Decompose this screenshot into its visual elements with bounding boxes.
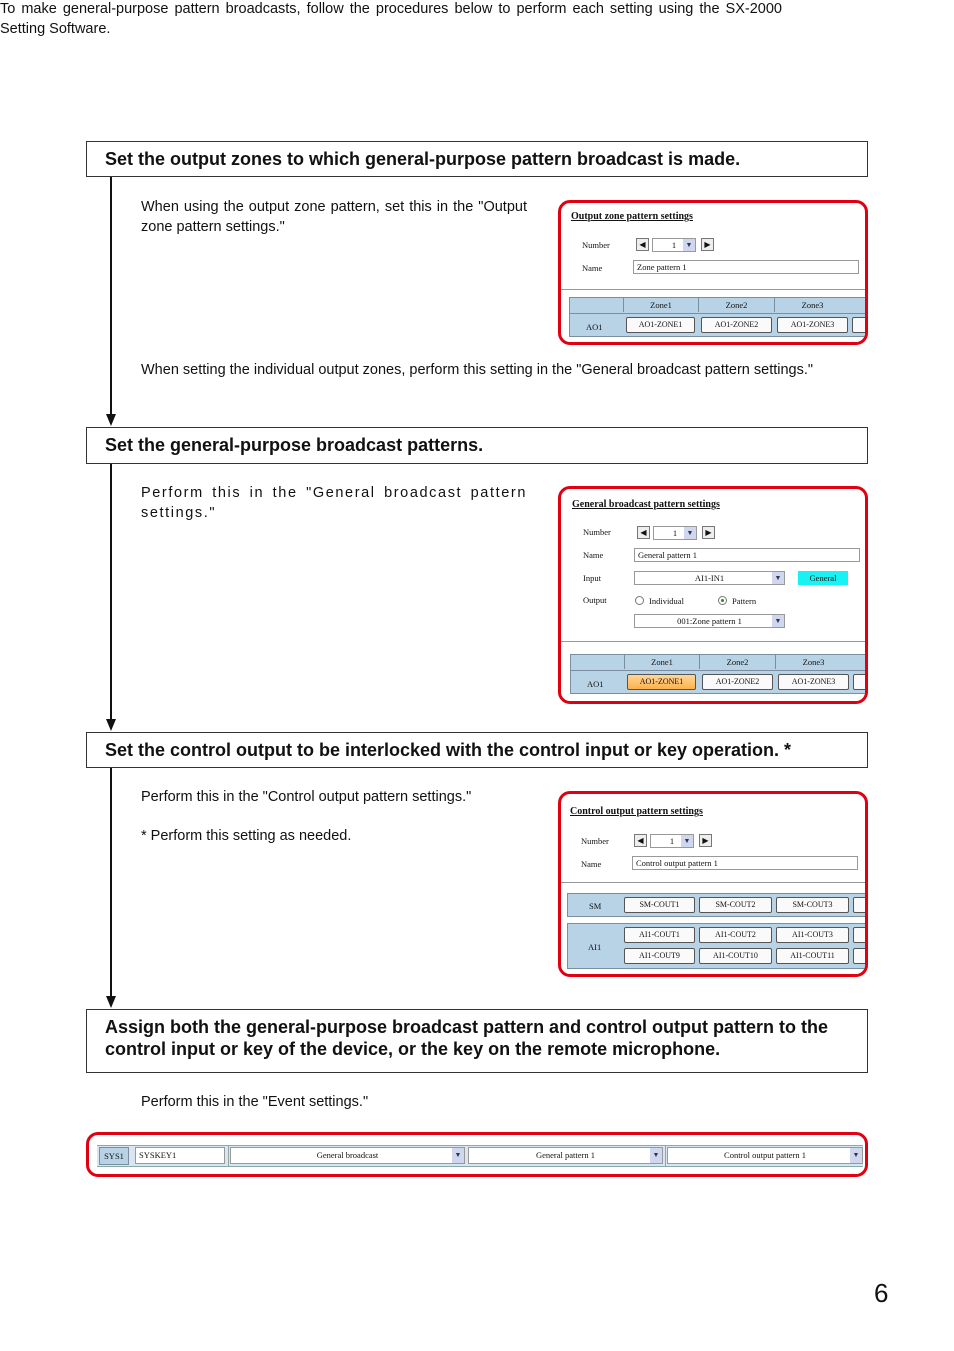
zone-header: Zone3 bbox=[775, 655, 851, 669]
zone-button-selected[interactable]: AO1-ZONE1 bbox=[627, 674, 696, 690]
number-label: Number bbox=[582, 240, 610, 250]
zone-button-partial[interactable] bbox=[852, 317, 868, 333]
number-select[interactable] bbox=[652, 238, 696, 252]
broadcast-pattern-select[interactable] bbox=[468, 1147, 663, 1164]
cout-button[interactable]: AI1-COUT3 bbox=[776, 927, 849, 943]
prev-number-button[interactable]: ◀ bbox=[636, 238, 649, 251]
input-label: Input bbox=[583, 573, 601, 583]
step-3-text-a: Perform this in the "Control output pattern settings." bbox=[141, 789, 472, 805]
step-1-text-b: When setting the individual output zones, perform this setting in the "General broadcast pattern settings." bbox=[141, 362, 814, 378]
chevron-down-icon: ▼ bbox=[650, 1148, 662, 1163]
chevron-down-icon: ▼ bbox=[452, 1148, 464, 1163]
control-output-pattern-panel bbox=[558, 791, 868, 977]
pattern-value: 001:Zone pattern 1 bbox=[677, 616, 742, 626]
flow-line-3 bbox=[110, 768, 112, 997]
divider bbox=[561, 289, 868, 290]
zone-header: Zone1 bbox=[624, 655, 699, 669]
chevron-down-icon: ▼ bbox=[683, 239, 695, 251]
ai1-label: AI1 bbox=[588, 942, 602, 952]
cout-button-partial[interactable] bbox=[853, 927, 868, 943]
number-label: Number bbox=[581, 836, 609, 846]
flow-arrow-2 bbox=[106, 719, 116, 731]
zone-button-partial[interactable] bbox=[853, 674, 868, 690]
control-output-pattern-value: Control output pattern 1 bbox=[724, 1150, 806, 1160]
name-label: Name bbox=[581, 859, 602, 869]
cout-button[interactable]: AI1-COUT9 bbox=[624, 948, 695, 964]
zone-header: Zone2 bbox=[699, 655, 775, 669]
cout-button[interactable]: AI1-COUT10 bbox=[699, 948, 772, 964]
step-4-title: Assign both the general-purpose broadcast pattern and control output pattern to the control input or key of the device, or the key on the remote microphone. bbox=[86, 1009, 868, 1073]
flow-line-1 bbox=[110, 177, 112, 415]
radio-pattern-label: Pattern bbox=[732, 596, 757, 606]
zone-button[interactable]: AO1-ZONE2 bbox=[702, 674, 773, 690]
cout-button[interactable]: SM-COUT2 bbox=[699, 897, 772, 913]
flow-line-2 bbox=[110, 464, 112, 720]
name-field[interactable]: Zone pattern 1 bbox=[633, 260, 859, 274]
broadcast-pattern-value: General pattern 1 bbox=[536, 1150, 595, 1160]
panel-title: General broadcast pattern settings bbox=[572, 499, 720, 510]
number-value: 1 bbox=[672, 528, 678, 538]
pattern-select[interactable] bbox=[634, 614, 785, 628]
step-2-title: Set the general-purpose broadcast patterns. bbox=[86, 427, 868, 464]
panel-title: Output zone pattern settings bbox=[571, 211, 693, 222]
zone-header: Zone2 bbox=[698, 298, 774, 312]
ai1-rows bbox=[567, 923, 868, 969]
panel-title: Control output pattern settings bbox=[570, 806, 703, 817]
next-number-button[interactable]: ▶ bbox=[699, 834, 712, 847]
sys-label: SYS1 bbox=[99, 1147, 129, 1165]
cout-button[interactable]: SM-COUT1 bbox=[624, 897, 695, 913]
event-settings-panel bbox=[86, 1132, 868, 1177]
radio-individual-label: Individual bbox=[649, 596, 684, 606]
number-select[interactable] bbox=[650, 834, 694, 848]
intro-text: To make general-purpose pattern broadcasts, follow the procedures below to perform each setting using the SX-2000 Setting Software. bbox=[0, 1, 782, 37]
output-zone-pattern-panel bbox=[558, 200, 868, 345]
number-value: 1 bbox=[671, 240, 677, 250]
step-3-title: Set the control output to be interlocked with the control input or key operation. * bbox=[86, 732, 868, 768]
flow-arrow-3 bbox=[106, 996, 116, 1008]
next-number-button[interactable]: ▶ bbox=[702, 526, 715, 539]
input-value: AI1-IN1 bbox=[694, 573, 725, 583]
number-value: 1 bbox=[669, 836, 675, 846]
page-number: 6 bbox=[874, 1278, 889, 1308]
cout-button[interactable]: SM-COUT3 bbox=[776, 897, 849, 913]
output-label: Output bbox=[583, 595, 607, 605]
step-2-text: Perform this in the "General broadcast pattern settings." bbox=[141, 485, 527, 521]
cout-button-partial[interactable] bbox=[853, 948, 868, 964]
divider bbox=[561, 882, 868, 883]
chevron-down-icon: ▼ bbox=[850, 1148, 862, 1163]
chevron-down-icon: ▼ bbox=[684, 527, 696, 539]
name-label: Name bbox=[582, 263, 603, 273]
input-select[interactable] bbox=[634, 571, 785, 585]
zone-button[interactable]: AO1-ZONE3 bbox=[777, 317, 848, 333]
step-1-title: Set the output zones to which general-purpose pattern broadcast is made. bbox=[86, 141, 868, 177]
zone-header: Zone1 bbox=[623, 298, 698, 312]
flow-arrow-1 bbox=[106, 414, 116, 426]
table-divider bbox=[571, 670, 868, 671]
divider bbox=[228, 1145, 229, 1167]
name-label: Name bbox=[583, 550, 604, 560]
cout-button-partial[interactable] bbox=[853, 897, 868, 913]
event-type-select[interactable] bbox=[230, 1147, 465, 1164]
chevron-down-icon: ▼ bbox=[772, 615, 784, 627]
divider bbox=[561, 641, 868, 642]
step-1-text-a: When using the output zone pattern, set this in the "Output zone pattern settings." bbox=[141, 199, 527, 235]
chevron-down-icon: ▼ bbox=[772, 572, 784, 584]
radio-pattern[interactable] bbox=[718, 596, 727, 605]
name-field[interactable]: Control output pattern 1 bbox=[632, 856, 858, 870]
control-output-pattern-select[interactable] bbox=[667, 1147, 863, 1164]
radio-individual[interactable] bbox=[635, 596, 644, 605]
event-type-value: General broadcast bbox=[316, 1150, 379, 1160]
divider bbox=[665, 1145, 666, 1167]
zone-table bbox=[570, 654, 868, 694]
prev-number-button[interactable]: ◀ bbox=[637, 526, 650, 539]
general-broadcast-pattern-panel bbox=[558, 486, 868, 704]
cout-button[interactable]: AI1-COUT11 bbox=[776, 948, 849, 964]
sm-row bbox=[567, 893, 868, 917]
input-type-badge: General bbox=[798, 571, 848, 585]
cout-button[interactable]: AI1-COUT1 bbox=[624, 927, 695, 943]
step-4-text: Perform this in the "Event settings." bbox=[141, 1094, 369, 1110]
sm-label: SM bbox=[589, 901, 602, 911]
name-field[interactable]: General pattern 1 bbox=[634, 548, 860, 562]
zone-button[interactable]: AO1-ZONE1 bbox=[626, 317, 695, 333]
zone-button[interactable]: AO1-ZONE3 bbox=[778, 674, 849, 690]
zone-header: Zone3 bbox=[774, 298, 850, 312]
step-3-text-b: * Perform this setting as needed. bbox=[141, 828, 352, 844]
row-label: AO1 bbox=[587, 679, 604, 689]
number-label: Number bbox=[583, 527, 611, 537]
cout-button[interactable]: AI1-COUT2 bbox=[699, 927, 772, 943]
number-select[interactable] bbox=[653, 526, 697, 540]
chevron-down-icon: ▼ bbox=[681, 835, 693, 847]
prev-number-button[interactable]: ◀ bbox=[634, 834, 647, 847]
key-field[interactable]: SYSKEY1 bbox=[135, 1147, 225, 1164]
next-number-button[interactable]: ▶ bbox=[701, 238, 714, 251]
zone-button[interactable]: AO1-ZONE2 bbox=[701, 317, 772, 333]
row-label: AO1 bbox=[586, 322, 603, 332]
table-divider bbox=[570, 313, 868, 314]
zone-table bbox=[569, 297, 868, 337]
